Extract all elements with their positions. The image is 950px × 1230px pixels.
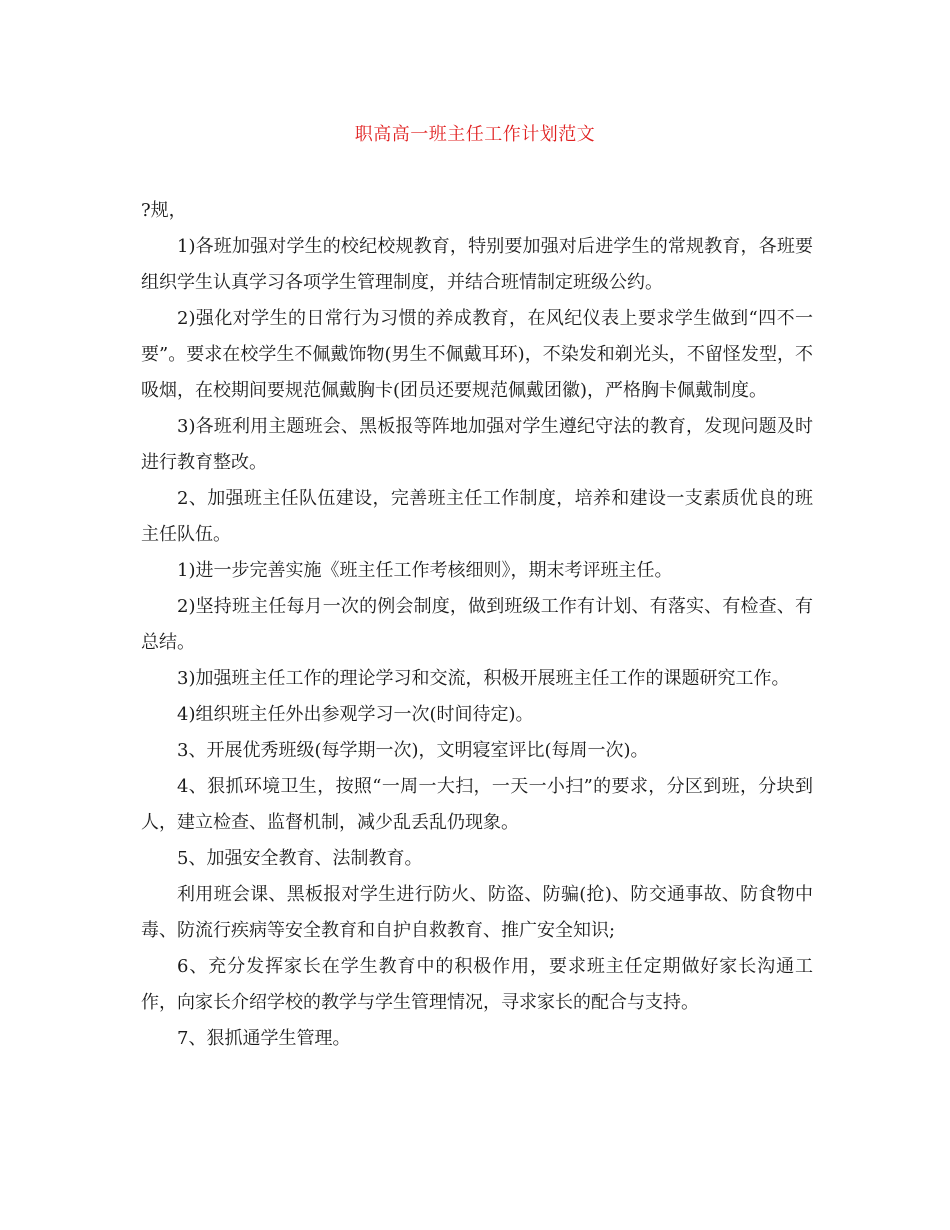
paragraph: ?规， xyxy=(141,200,187,221)
paragraph: 2)坚持班主任每月一次的例会制度，做到班级工作有计划、有落实、有检查、有总结。 xyxy=(141,596,813,653)
paragraph: 2、加强班主任队伍建设，完善班主任工作制度，培养和建设一支素质优良的班主任队伍。 xyxy=(141,488,813,545)
paragraph: 3)加强班主任工作的理论学习和交流，积极开展班主任工作的课题研究工作。 xyxy=(177,668,790,689)
paragraph: 利用班会课、黑板报对学生进行防火、防盗、防骗(抢)、防交通事故、防食物中毒、防流行疾病等安全教育和自护自救教育、推广安全知识; xyxy=(141,884,813,941)
paragraph: 6、充分发挥家长在学生教育中的积极作用，要求班主任定期做好家长沟通工作，向家长介绍学校的教学与学生管理情况，寻求家长的配合与支持。 xyxy=(141,956,813,1013)
paragraph: 3、开展优秀班级(每学期一次)，文明寝室评比(每周一次)。 xyxy=(177,740,649,761)
paragraph: 1)各班加强对学生的校纪校规教育，特别要加强对后进学生的常规教育，各班要组织学生认真学习各项学生管理制度，并结合班情制定班级公约。 xyxy=(141,236,813,293)
paragraph: 1)进一步完善实施《班主任工作考核细则》，期末考评班主任。 xyxy=(177,560,673,581)
paragraph: 4、狠抓环境卫生，按照“一周一大扫，一天一小扫”的要求，分区到班，分块到人，建立检查、监督机制，减少乱丢乱仍现象。 xyxy=(141,776,813,833)
document-title: 职高高一班主任工作计划范文 xyxy=(354,124,596,145)
paragraph: 5、加强安全教育、法制教育。 xyxy=(177,848,423,869)
paragraph: 4)组织班主任外出参观学习一次(时间待定)。 xyxy=(177,704,534,725)
document-body xyxy=(141,193,813,1057)
paragraph: 7、狠抓通学生管理。 xyxy=(177,1028,351,1049)
paragraph: 3)各班利用主题班会、黑板报等阵地加强对学生遵纪守法的教育，发现问题及时进行教育整改。 xyxy=(141,416,813,473)
paragraph: 2)强化对学生的日常行为习惯的养成教育，在风纪仪表上要求学生做到“四不一要”。要求在校学生不佩戴饰物(男生不佩戴耳环)，不染发和剃光头，不留怪发型，不吸烟，在校期间要规范佩戴胸卡(团员还要规范佩戴团徽)，严格胸卡佩戴制度。 xyxy=(141,308,813,401)
